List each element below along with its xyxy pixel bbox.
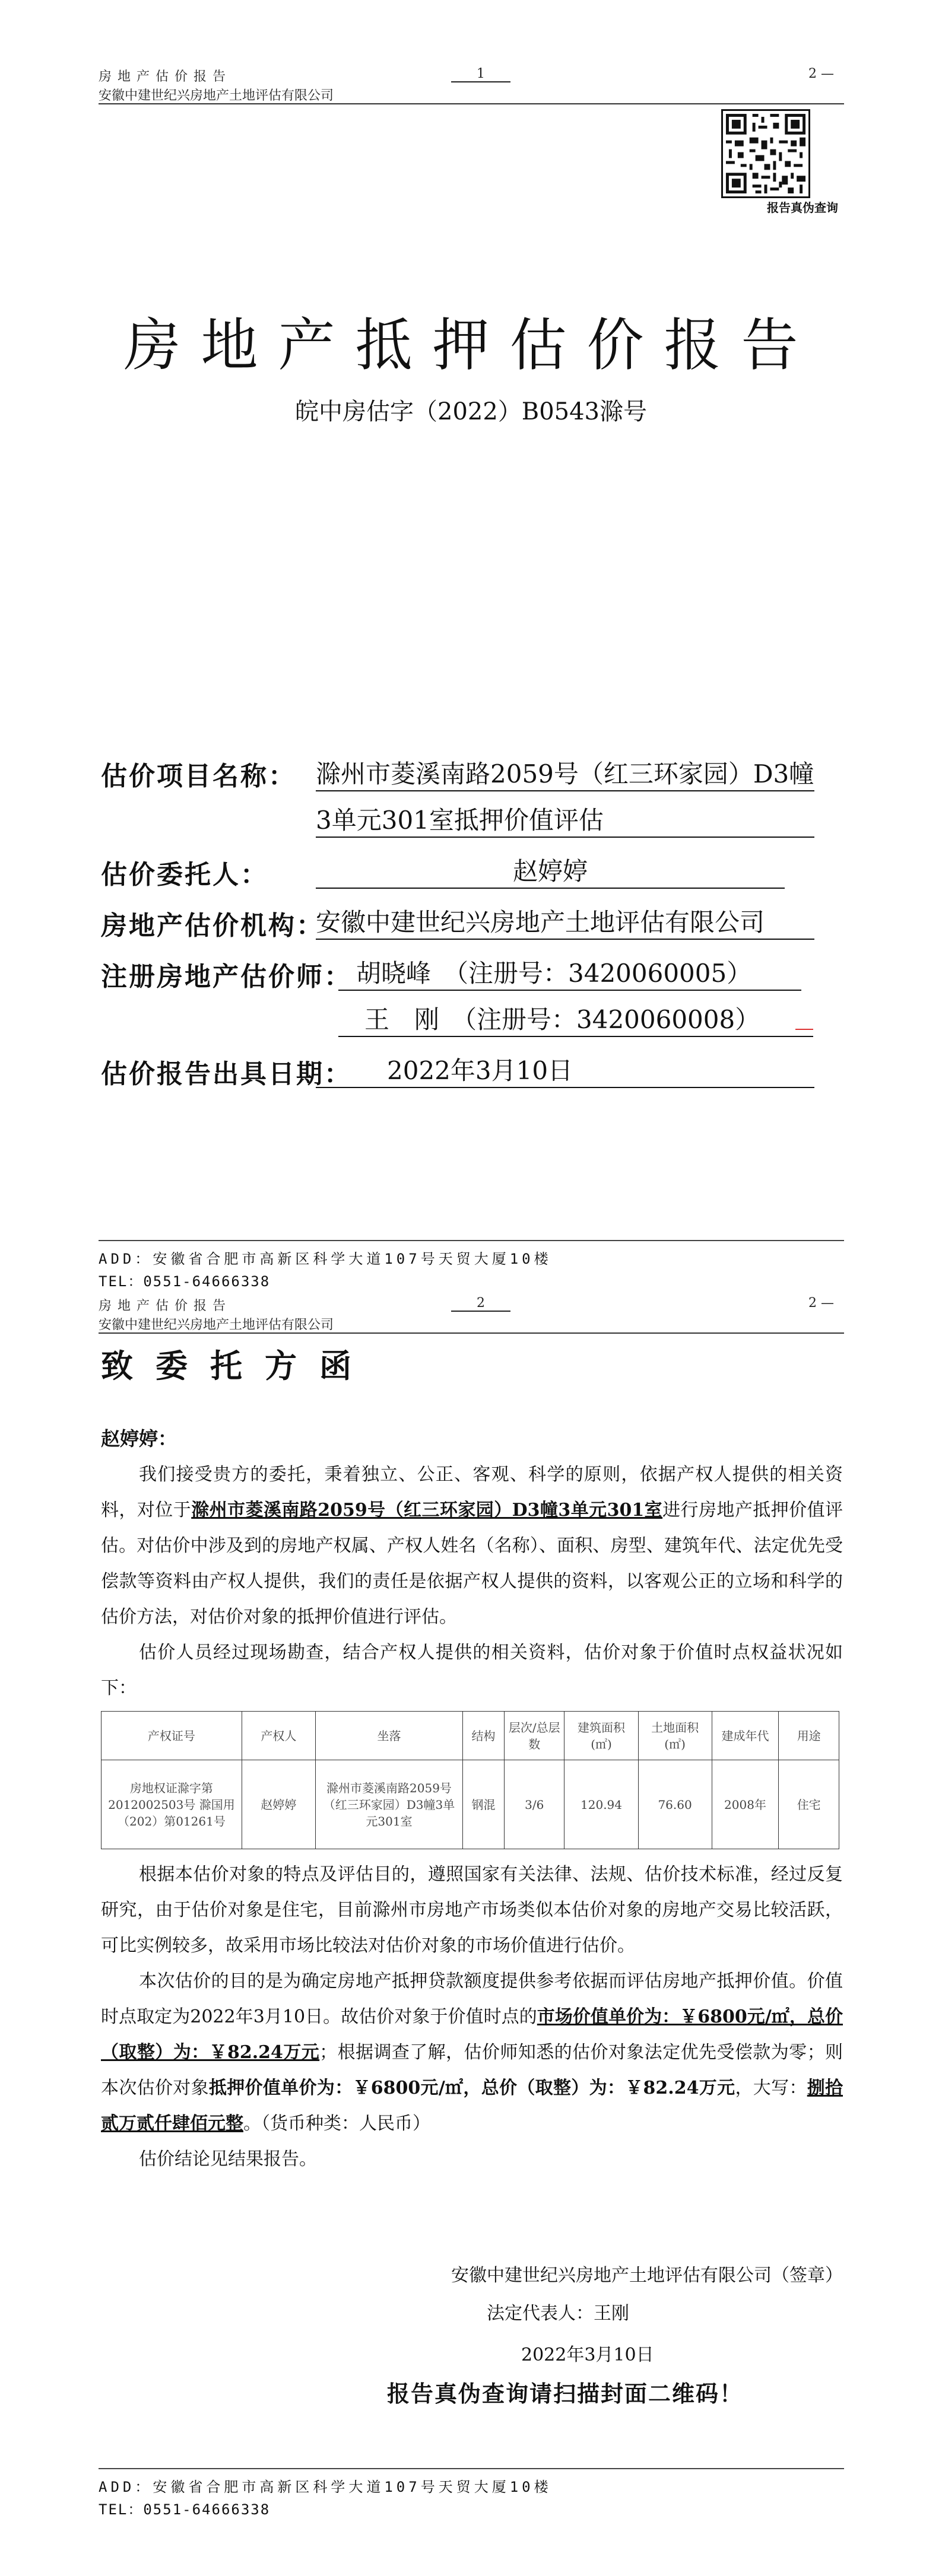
rights-table-wrapper [101, 1711, 839, 1849]
table-cell: 2008年 [712, 1760, 779, 1849]
paragraph-1 [101, 1457, 843, 1635]
footer-divider [99, 1240, 844, 1241]
header-divider-2 [99, 1332, 844, 1334]
project-name-value-line2: 3单元301室抵押价值评估 [316, 801, 814, 838]
table-header: 产权证号 [102, 1712, 242, 1760]
footer-tel: TEL：0551-64666338 [99, 1273, 271, 1290]
addressee: 赵婷婷： [101, 1427, 177, 1450]
table-cell: 3/6 [504, 1760, 564, 1849]
project-name-value-line1: 滁州市菱溪南路2059号（红三环家园）D3幢 [316, 755, 814, 791]
header-report-type: 房地产估价报告 [99, 69, 232, 84]
footer-divider-2 [99, 2468, 844, 2469]
rights-table [101, 1711, 839, 1849]
table-cell: 房地权证滁字第2012002503号 滁国用（202）第01261号 [102, 1760, 242, 1849]
mortgage-value: 抵押价值单价为：￥6800元/㎡，总价（取整）为：￥82.24万元 [208, 2078, 735, 2098]
para4-text-c: ；根据调查了解，估价师知悉的估价对象法定优先受偿款为零；则本次估价对象 [101, 2042, 843, 2098]
client-value: 赵婷婷 [316, 852, 785, 889]
table-header: 坐落 [315, 1712, 462, 1760]
appraiser-1: 胡晓峰 （注册号：3420060005） [338, 954, 801, 991]
report-number: 皖中房估字（2022）B0543滁号 [295, 398, 647, 425]
market-value: 市场价值单价为：￥6800元/㎡，总价（取整）为：￥82.24万元 [101, 2006, 843, 2063]
paragraph-5: 估价结论见结果报告。 [139, 2149, 317, 2170]
report-date-label: 估价报告出具日期： [101, 1059, 352, 1089]
paragraph-2: 估价人员经过现场勘查，结合产权人提供的相关资料，估价对象于价值时点权益状况如下： [101, 1642, 843, 1699]
qr-caption: 报告真伪查询 [767, 201, 838, 215]
para4-text-e: ，大写： [735, 2078, 807, 2098]
legal-representative: 法定代表人：王刚 [487, 2303, 629, 2324]
client-label: 估价委托人： [101, 860, 268, 890]
table-header: 土地面积(㎡) [638, 1712, 712, 1760]
para4-text-g: 。（货币种类：人民币） [243, 2113, 430, 2134]
table-header: 建成年代 [712, 1712, 779, 1760]
sign-date: 2022年3月10日 [521, 2345, 654, 2365]
table-header-row [102, 1712, 839, 1760]
letter-title: 致委托方函 [101, 1347, 374, 1385]
letter-body-top [101, 1457, 843, 1706]
qr-code-graphic [723, 111, 808, 196]
table-header: 结构 [463, 1712, 505, 1760]
table-cell: 钢混 [463, 1760, 505, 1849]
header-total-pages: 2 — [808, 66, 834, 81]
footer-address: ADD：安徽省合肥市高新区科学大道107号天贸大厦10楼 [99, 1251, 552, 1267]
agency-label: 房地产估价机构： [101, 911, 324, 941]
header-report-type-2: 房地产估价报告 [99, 1299, 232, 1314]
paragraph-4 [101, 1964, 843, 2142]
header-company-2: 安徽中建世纪兴房地产土地评估有限公司 [99, 1318, 334, 1332]
signature-company: 安徽中建世纪兴房地产土地评估有限公司（签章） [451, 2265, 843, 2286]
table-cell: 76.60 [638, 1760, 712, 1849]
red-mark [795, 1029, 813, 1030]
header-divider [99, 103, 844, 104]
header-page-number-2: 2 [451, 1296, 510, 1312]
qr-code-icon[interactable] [721, 109, 810, 198]
letter-body-bottom [101, 1857, 843, 2177]
header-total-pages-2: 2 — [808, 1296, 834, 1311]
cover-title: 房地产抵押估价报告 [123, 312, 819, 379]
agency-value: 安徽中建世纪兴房地产土地评估有限公司 [316, 903, 814, 940]
paragraph-3: 根据本估价对象的特点及评估目的，遵照国家有关法律、法规、估价技术标准，经过反复研究，由于估价对象是住宅，目前滁州市房地产市场类似本估价对象的房地产交易比较活跃，可比实例较多，故采用市场比较法对估价对象的市场价值进行估价。 [101, 1864, 843, 1956]
para1-text-c: 进行房地产抵押价值评估。对估价中涉及到的房地产权属、产权人姓名（名称）、面积、房型、建筑年代、法定优先受偿款等资料由产权人提供，我们的责任是依据产权人提供的资料，以客观公正的立场和科学的估价方法，对估价对象的抵押价值进行评估。 [101, 1500, 843, 1627]
para1-text-a: 我们接受贵方的委托，秉着独立、公正、客观、科学的原则，依据产权人提供的相关资料，对位于 [101, 1464, 843, 1521]
footer-tel-2: TEL：0551-64666338 [99, 2501, 271, 2518]
amount-in-words: 捌拾贰万贰仟肆佰元整 [101, 2078, 843, 2134]
para4-text-a: 本次估价的目的是为确定房地产抵押贷款额度提供参考依据而评估房地产抵押价值。价值时点取定为2022年3月10日。故估价对象于价值时点的 [101, 1971, 843, 2027]
report-date-value: 2022年3月10日 [316, 1051, 814, 1088]
table-header: 层次/总层数 [504, 1712, 564, 1760]
header-page-number: 1 [451, 66, 510, 82]
table-cell: 住宅 [779, 1760, 839, 1849]
table-cell: 120.94 [564, 1760, 638, 1849]
footer-address-2: ADD：安徽省合肥市高新区科学大道107号天贸大厦10楼 [99, 2479, 552, 2495]
verify-note: 报告真伪查询请扫描封面二维码！ [387, 2380, 744, 2407]
table-header: 用途 [779, 1712, 839, 1760]
table-cell: 赵婷婷 [242, 1760, 315, 1849]
appraiser-label: 注册房地产估价师： [101, 962, 352, 992]
project-name-label: 估价项目名称： [101, 761, 296, 791]
appraiser-2: 王 刚 （注册号：3420060008） [338, 1000, 813, 1037]
table-cell: 滁州市菱溪南路2059号（红三环家园）D3幢3单元301室 [315, 1760, 462, 1849]
table-row [102, 1760, 839, 1849]
table-header: 产权人 [242, 1712, 315, 1760]
table-header: 建筑面积(㎡) [564, 1712, 638, 1760]
property-address: 滁州市菱溪南路2059号（红三环家园）D3幢3单元301室 [191, 1500, 663, 1521]
header-company: 安徽中建世纪兴房地产土地评估有限公司 [99, 88, 334, 103]
